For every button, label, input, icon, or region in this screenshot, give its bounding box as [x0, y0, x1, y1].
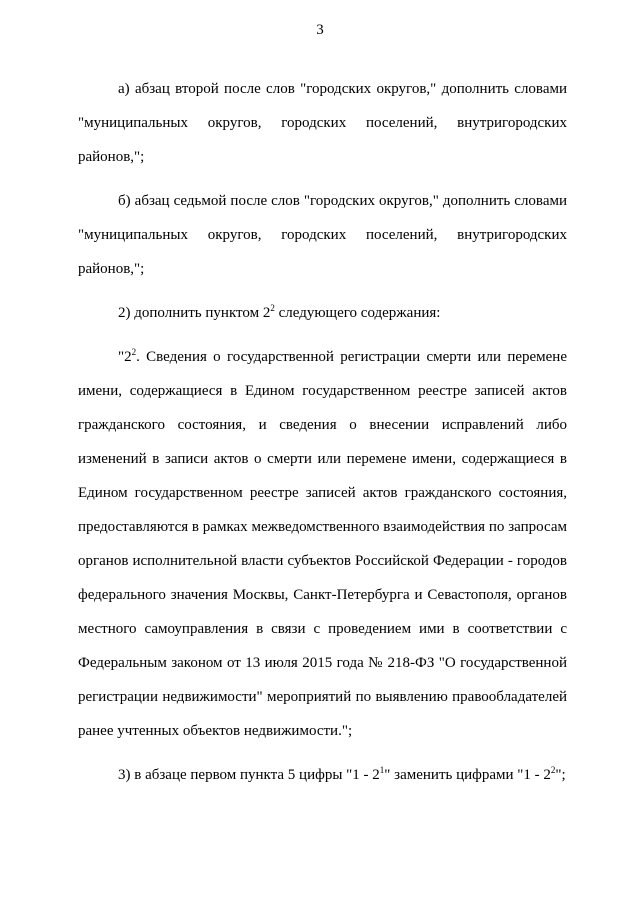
- item-2-text-end: следующего содержания:: [274, 305, 441, 321]
- superscript: 2: [270, 303, 275, 313]
- item-3-text-end: ";: [555, 767, 566, 783]
- clause-text-start: "2: [118, 349, 132, 365]
- paragraph-clause-2-2: [78, 340, 567, 748]
- document-body: [78, 72, 567, 796]
- superscript: 2: [131, 347, 137, 357]
- paragraph-b: б) абзац седьмой после слов "городских округов," дополнить словами "муниципальных округов, городских поселений, внутригородских районов,";: [78, 193, 567, 277]
- item-3-text-start: 3) в абзаце первом пункта 5 цифры "1 - 2: [118, 767, 380, 783]
- item-3-text-middle: " заменить цифрами "1 - 2: [384, 767, 551, 783]
- clause-text-body: . Сведения о государственной регистрации смерти или перемене имени, содержащиеся в Едином государственном реестре записей актов гражданского состояния, и сведения о внесении исправлений либо изменений в записи актов о смерти или перемене имени, содержащиеся в Едином государственном реестре записей актов гражданского состояния, предоставляются в рамках межведомственного взаимодействия по запросам органов исполнительной власти субъектов Российской Федерации - городов федерального значения Москвы, Санкт-Петербурга и Севастополя, органов местного самоуправления в связи с проведением ими в соответствии с Федеральным законом от 13 июля 2015 года № 218-ФЗ "О государственной регистрации недвижимости" мероприятий по выявлению правообладателей ранее учтенных объектов недвижимости.";: [78, 349, 567, 739]
- superscript: 2: [550, 765, 556, 775]
- paragraph-item-2: [78, 296, 567, 330]
- page-number: 3: [316, 22, 324, 38]
- item-2-text-start: 2) дополнить пунктом 2: [118, 305, 271, 321]
- paragraph-a: а) абзац второй после слов "городских округов," дополнить словами "муниципальных округов, городских поселений, внутригородских районов,";: [78, 81, 567, 165]
- paragraph-item-3: [78, 758, 567, 792]
- superscript: 1: [379, 765, 385, 775]
